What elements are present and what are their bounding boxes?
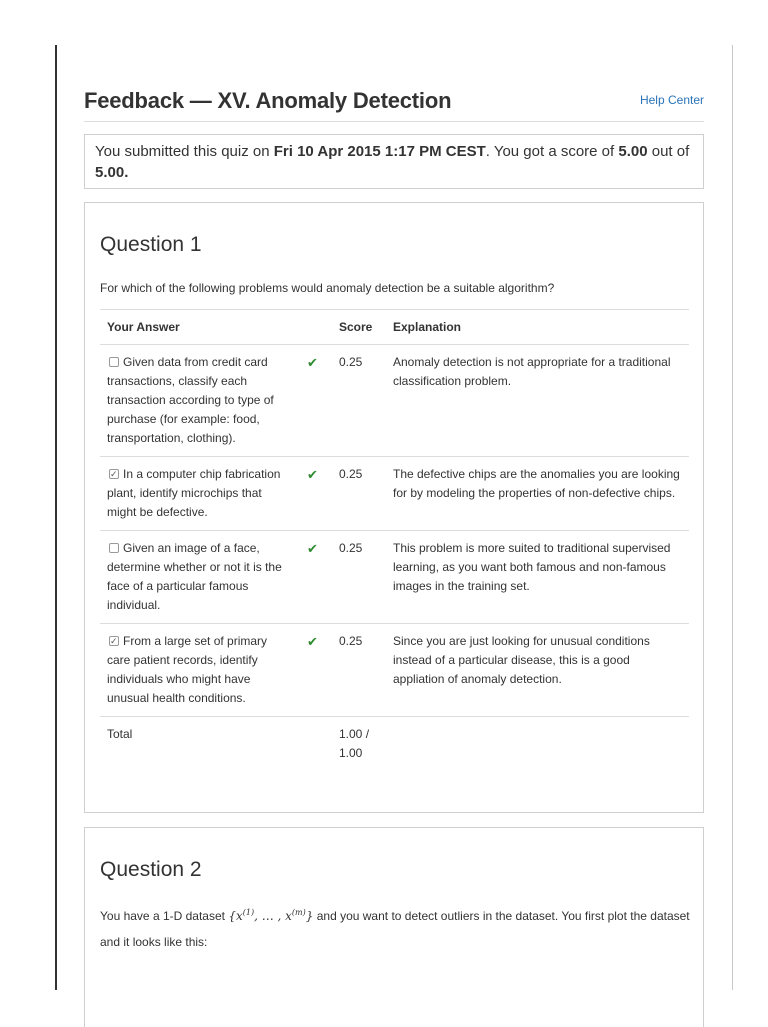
answer-text: From a large set of primary care patient records, identify individuals who might have unusual health conditions.	[107, 634, 268, 705]
question-1-panel	[84, 202, 704, 813]
submission-out-of: out of	[647, 143, 690, 160]
question-2-prompt-end: and you want to detect outliers in the dataset. You first plot the dataset and it looks like this:	[100, 909, 690, 949]
page-right-border	[732, 45, 733, 990]
table-row	[100, 457, 689, 531]
status-cell	[300, 531, 332, 624]
page-left-border	[55, 45, 57, 990]
total-explanation-cell	[386, 717, 689, 772]
explanation-cell: This problem is more suited to traditional supervised learning, as you want both famous and non-famous images in the training set.	[386, 531, 689, 624]
page-header	[84, 88, 704, 122]
question-1-answer-table	[100, 309, 689, 771]
question-2-title: Question 2	[100, 858, 202, 881]
answer-text: Given an image of a face, determine whether or not it is the face of a particular famous individual.	[107, 541, 282, 612]
question-2-prompt-start: You have a 1-D dataset	[100, 909, 229, 923]
explanation-cell: Anomaly detection is not appropriate for a traditional classification problem.	[386, 345, 689, 457]
table-row	[100, 531, 689, 624]
checkbox-icon	[109, 469, 119, 479]
math-superscript-last: (m)	[291, 908, 306, 917]
answer-text: Given data from credit card transactions, classify each transaction according to type of purchase (for example: food, transportation, clothing).	[107, 355, 274, 445]
math-close: }	[305, 909, 314, 923]
explanation-cell: Since you are just looking for unusual conditions instead of a particular disease, this is a good appliation of anomaly detection.	[386, 624, 689, 717]
submission-score: 5.00	[618, 143, 648, 160]
answer-cell	[100, 531, 300, 624]
submission-prefix: You submitted this quiz on	[95, 143, 274, 160]
answer-text: In a computer chip fabrication plant, identify microchips that might be defective.	[107, 467, 281, 519]
check-icon: ✔	[307, 355, 318, 370]
checkbox-icon	[109, 636, 119, 646]
math-superscript-first: (1)	[242, 908, 255, 917]
math-open: {x	[228, 909, 243, 923]
page-title: Feedback — XV. Anomaly Detection	[84, 88, 452, 113]
score-cell: 0.25	[332, 457, 386, 531]
dataset-math-expression	[228, 909, 313, 923]
table-row	[100, 624, 689, 717]
question-2-panel	[84, 827, 704, 1027]
question-1-title: Question 1	[100, 233, 202, 256]
submission-suffix: .	[124, 164, 129, 181]
score-cell: 0.25	[332, 624, 386, 717]
check-icon: ✔	[307, 467, 318, 482]
check-icon: ✔	[307, 541, 318, 556]
math-middle: , … , x	[254, 909, 292, 923]
answer-cell	[100, 624, 300, 717]
total-score: 1.00 / 1.00	[332, 717, 386, 772]
check-icon: ✔	[307, 634, 318, 649]
question-2-prompt	[100, 900, 690, 955]
table-header-row	[100, 310, 689, 345]
score-cell: 0.25	[332, 345, 386, 457]
submission-date: Fri 10 Apr 2015 1:17 PM CEST	[273, 143, 486, 160]
score-cell: 0.25	[332, 531, 386, 624]
question-1-prompt: For which of the following problems would anomaly detection be a suitable algorithm?	[100, 281, 555, 295]
column-header-explanation: Explanation	[386, 310, 689, 345]
total-row	[100, 717, 689, 772]
column-header-score: Score	[332, 310, 386, 345]
total-label: Total	[100, 717, 300, 772]
explanation-cell: The defective chips are the anomalies you are looking for by modeling the properties of non-defective chips.	[386, 457, 689, 531]
help-center-link[interactable]: Help Center	[639, 93, 704, 107]
checkbox-icon	[109, 543, 119, 553]
status-cell	[300, 345, 332, 457]
answer-cell	[100, 345, 300, 457]
submission-max-score: 5.00	[95, 164, 125, 181]
status-cell	[300, 457, 332, 531]
status-cell	[300, 624, 332, 717]
column-header-status	[300, 310, 332, 345]
table-row	[100, 345, 689, 457]
answer-cell	[100, 457, 300, 531]
submission-summary	[84, 134, 704, 189]
submission-middle: . You got a score of	[485, 143, 619, 160]
checkbox-icon	[109, 357, 119, 367]
column-header-your-answer: Your Answer	[100, 310, 300, 345]
total-status-cell	[300, 717, 332, 772]
